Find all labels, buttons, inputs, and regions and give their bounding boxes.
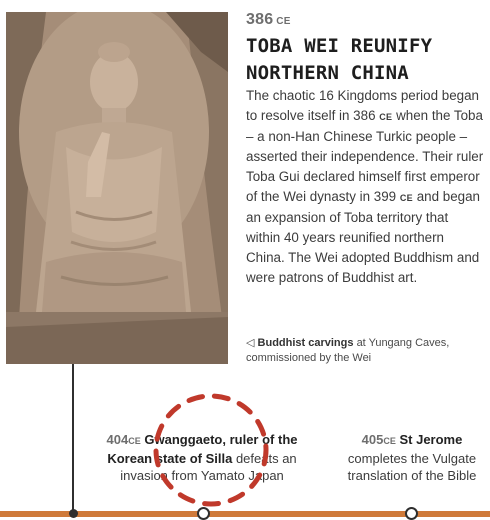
- caption-rest: at Yungang Caves, commissioned by the Wei: [246, 337, 450, 364]
- event-405: [344, 431, 480, 484]
- entry-year: 386: [246, 11, 274, 28]
- entry-body: [246, 86, 486, 288]
- connector-line: [72, 364, 74, 514]
- event-highlight: St Jerome: [399, 432, 463, 447]
- event-year: 405: [361, 432, 384, 447]
- caption-arrow-icon: ◁: [246, 337, 255, 349]
- entry-era: CE: [276, 16, 291, 27]
- timeline-marker-filled: [69, 509, 78, 518]
- body-part-1: The chaotic 16 Kingdoms period began to resolve itself in 386: [246, 88, 480, 123]
- entry-title-line2: NORTHERN CHINA: [246, 62, 409, 84]
- body-era-1: CE: [379, 112, 393, 122]
- photo-caption: [246, 336, 486, 366]
- event-description: defeats an invasion from Yamato Japan: [120, 451, 297, 483]
- event-year: 404: [106, 432, 129, 447]
- entry-date: [246, 11, 291, 29]
- event-highlight: Gwanggaeto, ruler of the Korean state of Silla: [107, 432, 298, 466]
- timeline-marker-405: [405, 507, 418, 520]
- event-era: CE: [383, 436, 396, 446]
- event-description: completes the Vulgate translation of the Bible: [347, 451, 477, 483]
- entry-title: [246, 33, 476, 87]
- body-era-2: CE: [399, 193, 413, 203]
- event-era: CE: [128, 436, 141, 446]
- buddha-carving-photo: [6, 12, 228, 364]
- timeline-marker-404: [197, 507, 210, 520]
- body-part-2: when the Toba – a non-Han Chinese Turkic people – asserted their independence. Their ruler Toba Gui declared himself first emperor of the Wei dynasty in 399: [246, 108, 484, 204]
- buddha-carving-illustration: [6, 12, 228, 364]
- annotation-circle: [150, 391, 272, 509]
- entry-title-line1: TOBA WEI REUNIFY: [246, 35, 433, 57]
- caption-bold: Buddhist carvings: [257, 337, 354, 349]
- body-part-3: and began an expansion of Toba territory that within 40 years reunified northern China. The Wei adopted Buddhism and were patrons of Buddhist art.: [246, 189, 481, 285]
